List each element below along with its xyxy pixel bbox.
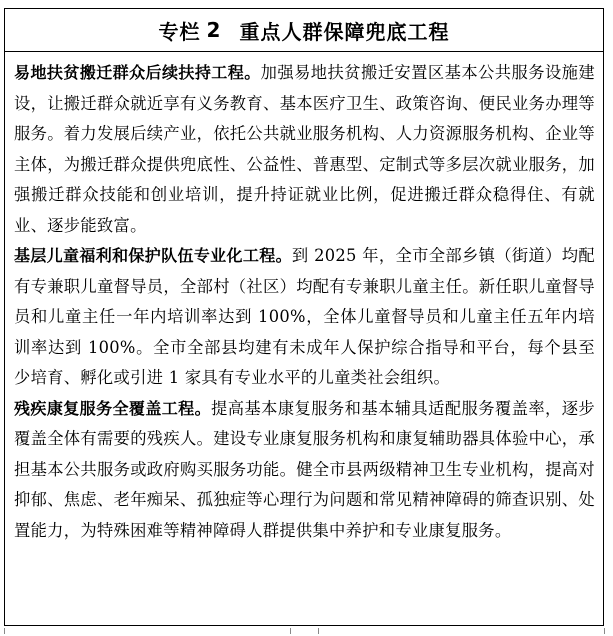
special-column-box — [4, 8, 604, 626]
corner-mark — [4, 628, 5, 634]
center-mark — [290, 628, 291, 634]
paragraph-lead: 残疾康复服务全覆盖工程。 — [14, 398, 212, 418]
column-content — [5, 52, 603, 546]
paragraph-relocation — [14, 58, 595, 241]
column-title-number: 2 — [206, 18, 222, 42]
paragraph-lead: 基层儿童福利和保护队伍专业化工程。 — [14, 246, 292, 265]
corner-mark — [604, 628, 605, 634]
center-mark — [318, 628, 319, 634]
paragraph-child-welfare — [14, 241, 595, 394]
paragraph-lead: 易地扶贫搬迁群众后续扶持工程。 — [14, 63, 261, 82]
paragraph-body: 提高基本康复服务和基本辅具适配服务覆盖率，逐步覆盖全体有需要的残疾人。建设专业康复服务机构和康复辅助器具体验中心，承担基本公共服务或政府购买服务功能。健全市县两级精神卫生专业机构，提高对抑郁、焦虑、老年痴呆、孤独症等心理行为问题和常见精神障碍的筛查识别、处置能力，为特殊困难等精神障碍人群提供集中养护和专业康复服务。 — [14, 398, 596, 540]
column-title-text: 重点人群保障兜底工程 — [239, 19, 450, 44]
paragraph-body: 到 2025 年，全市全部乡镇（街道）均配有专兼职儿童督导员，全部村（社区）均配有专兼职儿童主任。新任职儿童督导员和儿童主任一年内培训率达到 100%，全体儿童督导员和儿童主任五年内培训率达到 100%。全市全部县均建有未成年人保护综合指导和平台，每个县至少培育、孵化或引进 1 家具有专业水平的儿童类社会组织。 — [14, 246, 595, 387]
paragraph-disability-rehab — [14, 394, 595, 547]
page-bottom-marks — [0, 628, 613, 636]
paragraph-body: 加强易地扶贫搬迁安置区基本公共服务设施建设，让搬迁群众就近享有义务教育、基本医疗卫生、政策咨询、便民业务办理等服务。着力发展后续产业，依托公共就业服务机构、人力资源服务机构、企业等主体，为搬迁群众提供兜底性、公益性、普惠型、定制式等多层次就业服务，加强搬迁群众技能和创业培训，提升持证就业比例，促进搬迁群众稳得住、有就业、逐步能致富。 — [14, 63, 595, 235]
column-title-prefix: 专栏 — [158, 19, 201, 44]
column-title — [5, 9, 603, 52]
